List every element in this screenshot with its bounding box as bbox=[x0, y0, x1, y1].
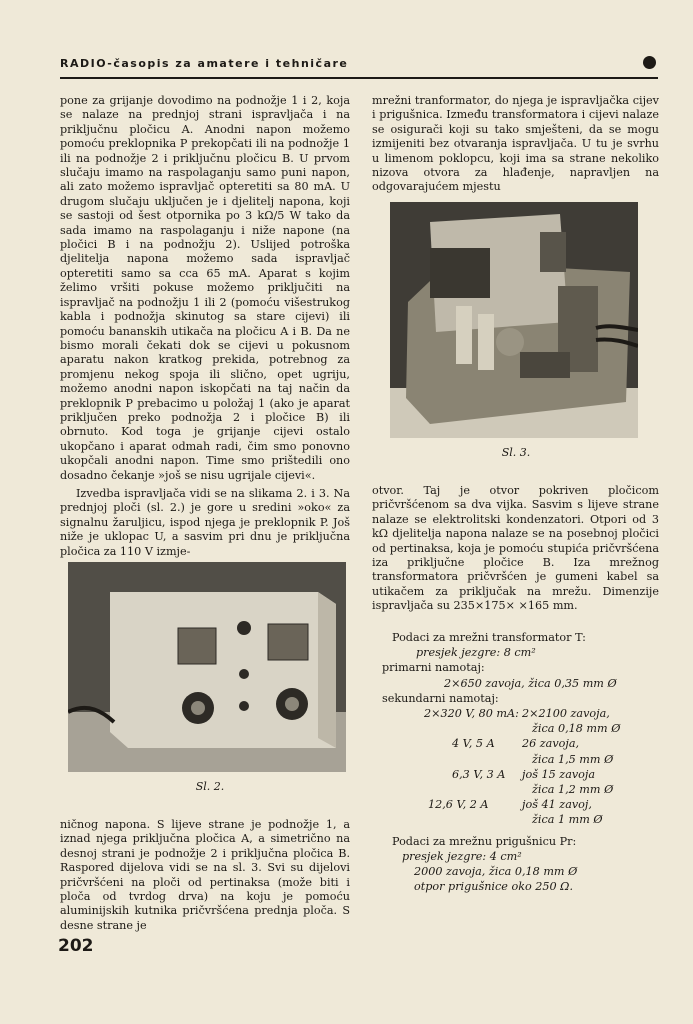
choke-resistance: otpor prigušnice oko 250 Ω. bbox=[414, 880, 574, 894]
page-number: 202 bbox=[58, 936, 94, 956]
row-turns: 2×2100 zavoja, bbox=[522, 707, 610, 721]
left-column-bottom bbox=[60, 818, 350, 937]
row-voltage: 12,6 V, 2 A bbox=[428, 798, 489, 812]
spec-title: Podaci za mrežni transformator T: bbox=[392, 631, 586, 644]
paragraph: Izvedba ispravljača vidi se na slikama 2. i 3. Na prednjoj ploči (sl. 2.) je gore u sredini »oko« za signalnu žaruljicu, ispod njega je preklopnik P. Još niže je uklopac U, a sasvim pri dnu je priključna pločica za 110 V izmje- bbox=[60, 486, 350, 558]
figure-3-caption: Sl. 3. bbox=[501, 446, 531, 459]
row-turns: 26 zavoja, bbox=[522, 737, 580, 751]
row-turns: još 15 zavoja bbox=[522, 767, 596, 781]
row-wire: žica 1,2 mm Ø bbox=[532, 783, 614, 797]
figure-2-photo bbox=[68, 562, 346, 772]
choke-title: Podaci za mrežnu prigušnicu Pr: bbox=[392, 834, 577, 848]
rectifier-front-photo bbox=[68, 562, 346, 772]
choke-winding: 2000 zavoja, žica 0,18 mm Ø bbox=[414, 865, 578, 879]
primary-value: 2×650 zavoja, žica 0,35 mm Ø bbox=[444, 676, 617, 690]
row-wire: žica 1 mm Ø bbox=[532, 813, 603, 827]
running-header bbox=[60, 55, 658, 79]
choke-core: presjek jezgre: 4 cm² bbox=[402, 849, 522, 863]
row-voltage: 6,3 V, 3 A bbox=[452, 767, 506, 781]
figure-3-photo bbox=[390, 202, 638, 438]
secondary-row bbox=[372, 797, 659, 812]
paragraph: pone za grijanje dovodimo na podnožje 1 i 2, koja se nalaze na prednjoj strani ispravljača i na priključnu pločicu A. Anodni napon možemo pomoću preklopnika P prekopčati ili na podnožje 1 ili na podnožje 2 i priključnu pločicu B. U prvom slučaju imamo na raspolaganju samo puni napon, ali zato možemo ispravljač opteretiti sa 80 mA. U drugom slučaju uključen je i djelitelj napona, koji se sastoji od šest otpornika po 3 kΩ/5 W tako da sada imamo na raspolaganju i niže napone (na pločici B i na podnožju 2). Uslijed potroška djelitelja napona možemo sada ispravljač opteretiti samo sa cca 65 mA. Aparat s kojim želimo vršiti pokuse možemo priključiti na ispravljač na podnožju 1 ili 2 (pomoću višestrukog kabla i podnožja skinutog sa stare cijevi) ili pomoću bananskih utikača na pločicu A i B. Da ne bismo morali čekati dok se cijevi u pokusnom aparatu nakon kratkog prekida, potrebnog za promjenu nekog spoja ili slično, opet ugriju, možemo anodni napon iskopčati na taj način da preklopnik P prebacimo u položaj 1 (ako je aparat priključen preko podnožja 2 i pločice B) ili obrnuto. Kod toga je grijanje cijevi ostalo ukopčano i aparat odmah radi, čim smo ponovno ukopčali anodni napon. Time smo prištedili ono dosadno čekanje »još se nisu ugrijale cijevi«. bbox=[60, 94, 350, 482]
core-section: presjek jezgre: 8 cm² bbox=[416, 646, 536, 660]
paragraph: ničnog napona. S lijeve strane je podnožje 1, a iznad njega priključna pločica A, a simetrično na desnoj strani je podnožje 2 i priključna pločica B. Raspored dijelova vidi se na sl. 3. Svi su dijelovi pričvršćeni na ploči od pertinaksa (može biti i ploča od tvrdog drva) na koju je pomoću aluminijskih kutnika pričvršćena prednja ploča. S desne strane je bbox=[60, 818, 350, 932]
left-column-top bbox=[60, 94, 350, 563]
secondary-row bbox=[372, 736, 659, 751]
header-title: RADIO-časopis za amatere i tehničare bbox=[60, 57, 349, 70]
secondary-row bbox=[372, 767, 659, 782]
paragraph: mrežni tranformator, do njega je ispravljačka cijev i prigušnica. Između transformatora i cijevi nalaze se osigurači koji su tako smješteni, da se mogu izmijeniti bez otvaranja ispravljača. U tu je svrhu u limenom poklopcu, koji ima sa strane nekoliko nizova otvora za hlađenje, napravljen na odgovarajućem mjestu bbox=[372, 94, 659, 194]
row-wire: žica 1,5 mm Ø bbox=[532, 752, 614, 766]
secondary-label: sekundarni namotaj: bbox=[382, 691, 499, 705]
row-turns: još 41 zavoj, bbox=[522, 798, 592, 812]
secondary-row bbox=[372, 706, 659, 721]
right-column-top bbox=[372, 94, 659, 199]
primary-label: primarni namotaj: bbox=[382, 661, 485, 675]
rectifier-interior-photo bbox=[390, 202, 638, 438]
paragraph: otvor. Taj je otvor pokriven pločicom pričvršćenom sa dva vijka. Sasvim s lijeve strane nalaze se elektrolitski kondenzatori. Otpori od 3 kΩ djelitelja napona nalaze se na posebnoj pločici od pertinaksa, koja je pomoću stupića pričvršćena iza priključne pločice B. Iza mrežnog transformatora pričvršćen je gumeni kabel sa utikačem za priključak na mrežu. Dimenzije ispravljača su 235×175× ×165 mm. bbox=[372, 484, 659, 613]
header-bullet bbox=[643, 56, 656, 69]
right-column-middle bbox=[372, 484, 659, 618]
row-voltage: 2×320 V, 80 mA: bbox=[424, 707, 519, 721]
row-wire: žica 0,18 mm Ø bbox=[532, 722, 621, 736]
transformer-spec bbox=[372, 630, 659, 894]
figure-2-caption: Sl. 2. bbox=[195, 780, 225, 793]
row-voltage: 4 V, 5 A bbox=[452, 737, 495, 751]
